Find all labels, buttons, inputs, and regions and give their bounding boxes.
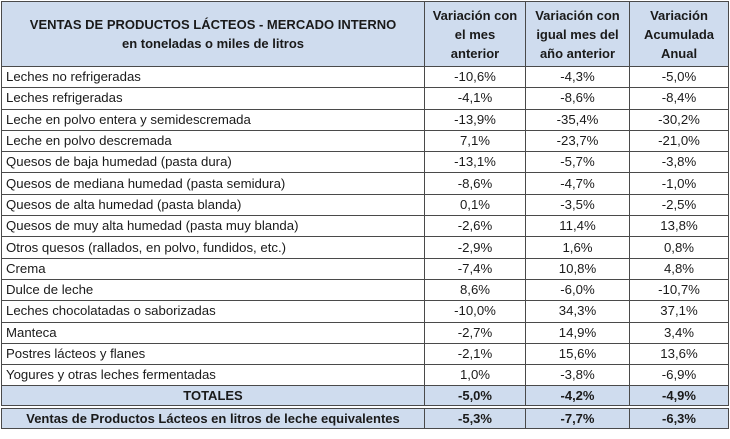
equivalent-anio-anterior: -7,7%: [526, 409, 630, 429]
product-name: Manteca: [2, 322, 425, 343]
product-name: Crema: [2, 258, 425, 279]
product-name: Quesos de alta humedad (pasta blanda): [2, 194, 425, 215]
variation-acumulada-anual: 13,6%: [630, 343, 729, 364]
product-name: Dulce de leche: [2, 279, 425, 300]
variation-acumulada-anual: -1,0%: [630, 173, 729, 194]
variation-acumulada-anual: 4,8%: [630, 258, 729, 279]
table-row: [2, 152, 729, 173]
variation-anio-anterior: -4,3%: [526, 67, 630, 88]
product-name: Leches no refrigeradas: [2, 67, 425, 88]
col-header-text: anterior: [450, 45, 500, 61]
table-title-units: en toneladas o miles de litros: [121, 36, 305, 51]
variation-acumulada-anual: 13,8%: [630, 216, 729, 237]
table-row: [2, 365, 729, 386]
table-row: [2, 258, 729, 279]
totals-label: TOTALES: [2, 386, 425, 406]
product-name: Leche en polvo entera y semidescremada: [2, 109, 425, 130]
variation-anio-anterior: -23,7%: [526, 130, 630, 151]
variation-mes-anterior: 0,1%: [425, 194, 526, 215]
variation-anio-anterior: -5,7%: [526, 152, 630, 173]
table-row: [2, 67, 729, 88]
variation-mes-anterior: -2,6%: [425, 216, 526, 237]
product-name: Yogures y otras leches fermentadas: [2, 365, 425, 386]
variation-mes-anterior: 8,6%: [425, 279, 526, 300]
equivalent-liters-row: [2, 409, 729, 429]
table-row: [2, 173, 729, 194]
totals-mes-anterior: -5,0%: [425, 386, 526, 406]
product-name: Otros quesos (rallados, en polvo, fundidos, etc.): [2, 237, 425, 258]
table-row: [2, 279, 729, 300]
table-row: [2, 109, 729, 130]
col-header-text: Acumulada: [643, 26, 715, 42]
totals-acumulada-anual: -4,9%: [630, 386, 729, 406]
table-row: [2, 216, 729, 237]
totals-anio-anterior: -4,2%: [526, 386, 630, 406]
variation-acumulada-anual: -8,4%: [630, 88, 729, 109]
variation-mes-anterior: -10,6%: [425, 67, 526, 88]
table-row: [2, 194, 729, 215]
table-title: [2, 2, 425, 67]
product-name: Leches refrigeradas: [2, 88, 425, 109]
col-header-text: Variación con: [432, 7, 518, 23]
equivalent-mes-anterior: -5,3%: [425, 409, 526, 429]
variation-anio-anterior: 11,4%: [526, 216, 630, 237]
col-header-text: igual mes del: [536, 26, 619, 42]
variation-anio-anterior: 1,6%: [526, 237, 630, 258]
variation-anio-anterior: -35,4%: [526, 109, 630, 130]
variation-anio-anterior: -3,8%: [526, 365, 630, 386]
variation-acumulada-anual: 37,1%: [630, 301, 729, 322]
variation-acumulada-anual: 3,4%: [630, 322, 729, 343]
variation-mes-anterior: 7,1%: [425, 130, 526, 151]
variation-anio-anterior: 34,3%: [526, 301, 630, 322]
variation-mes-anterior: -2,7%: [425, 322, 526, 343]
variation-mes-anterior: -13,1%: [425, 152, 526, 173]
equivalent-liters-label: Ventas de Productos Lácteos en litros de leche equivalentes: [2, 409, 425, 429]
variation-mes-anterior: -2,1%: [425, 343, 526, 364]
product-name: Quesos de muy alta humedad (pasta muy blanda): [2, 216, 425, 237]
table-row: [2, 88, 729, 109]
table-row: [2, 343, 729, 364]
table-title-main: VENTAS DE PRODUCTOS LÁCTEOS - MERCADO INTERNO: [29, 17, 397, 32]
variation-acumulada-anual: -6,9%: [630, 365, 729, 386]
table-row: [2, 237, 729, 258]
col-header-text: año anterior: [539, 45, 616, 61]
variation-anio-anterior: -3,5%: [526, 194, 630, 215]
variation-mes-anterior: 1,0%: [425, 365, 526, 386]
variation-anio-anterior: -6,0%: [526, 279, 630, 300]
product-name: Leches chocolatadas o saborizadas: [2, 301, 425, 322]
col-header-anio-anterior: [526, 2, 630, 67]
variation-anio-anterior: 10,8%: [526, 258, 630, 279]
product-name: Quesos de baja humedad (pasta dura): [2, 152, 425, 173]
product-name: Postres lácteos y flanes: [2, 343, 425, 364]
table-body: [2, 67, 729, 429]
variation-anio-anterior: -8,6%: [526, 88, 630, 109]
col-header-text: el mes: [454, 26, 496, 42]
product-name: Quesos de mediana humedad (pasta semidura): [2, 173, 425, 194]
variation-mes-anterior: -13,9%: [425, 109, 526, 130]
variation-acumulada-anual: -21,0%: [630, 130, 729, 151]
header-row: [2, 2, 729, 67]
col-header-text: Variación con: [535, 7, 620, 23]
variation-acumulada-anual: -5,0%: [630, 67, 729, 88]
product-name: Leche en polvo descremada: [2, 130, 425, 151]
variation-acumulada-anual: 0,8%: [630, 237, 729, 258]
table-row: [2, 301, 729, 322]
variation-mes-anterior: -2,9%: [425, 237, 526, 258]
totals-row: [2, 386, 729, 406]
variation-mes-anterior: -7,4%: [425, 258, 526, 279]
dairy-sales-table: [1, 1, 729, 429]
col-header-text: Anual: [660, 45, 698, 61]
variation-mes-anterior: -10,0%: [425, 301, 526, 322]
variation-anio-anterior: 14,9%: [526, 322, 630, 343]
equivalent-acumulada-anual: -6,3%: [630, 409, 729, 429]
col-header-text: Variación: [650, 7, 708, 23]
variation-acumulada-anual: -3,8%: [630, 152, 729, 173]
variation-acumulada-anual: -10,7%: [630, 279, 729, 300]
variation-mes-anterior: -8,6%: [425, 173, 526, 194]
col-header-mes-anterior: [425, 2, 526, 67]
table-row: [2, 130, 729, 151]
variation-mes-anterior: -4,1%: [425, 88, 526, 109]
variation-anio-anterior: 15,6%: [526, 343, 630, 364]
col-header-acumulada-anual: [630, 2, 729, 67]
variation-acumulada-anual: -2,5%: [630, 194, 729, 215]
variation-anio-anterior: -4,7%: [526, 173, 630, 194]
table-row: [2, 322, 729, 343]
variation-acumulada-anual: -30,2%: [630, 109, 729, 130]
